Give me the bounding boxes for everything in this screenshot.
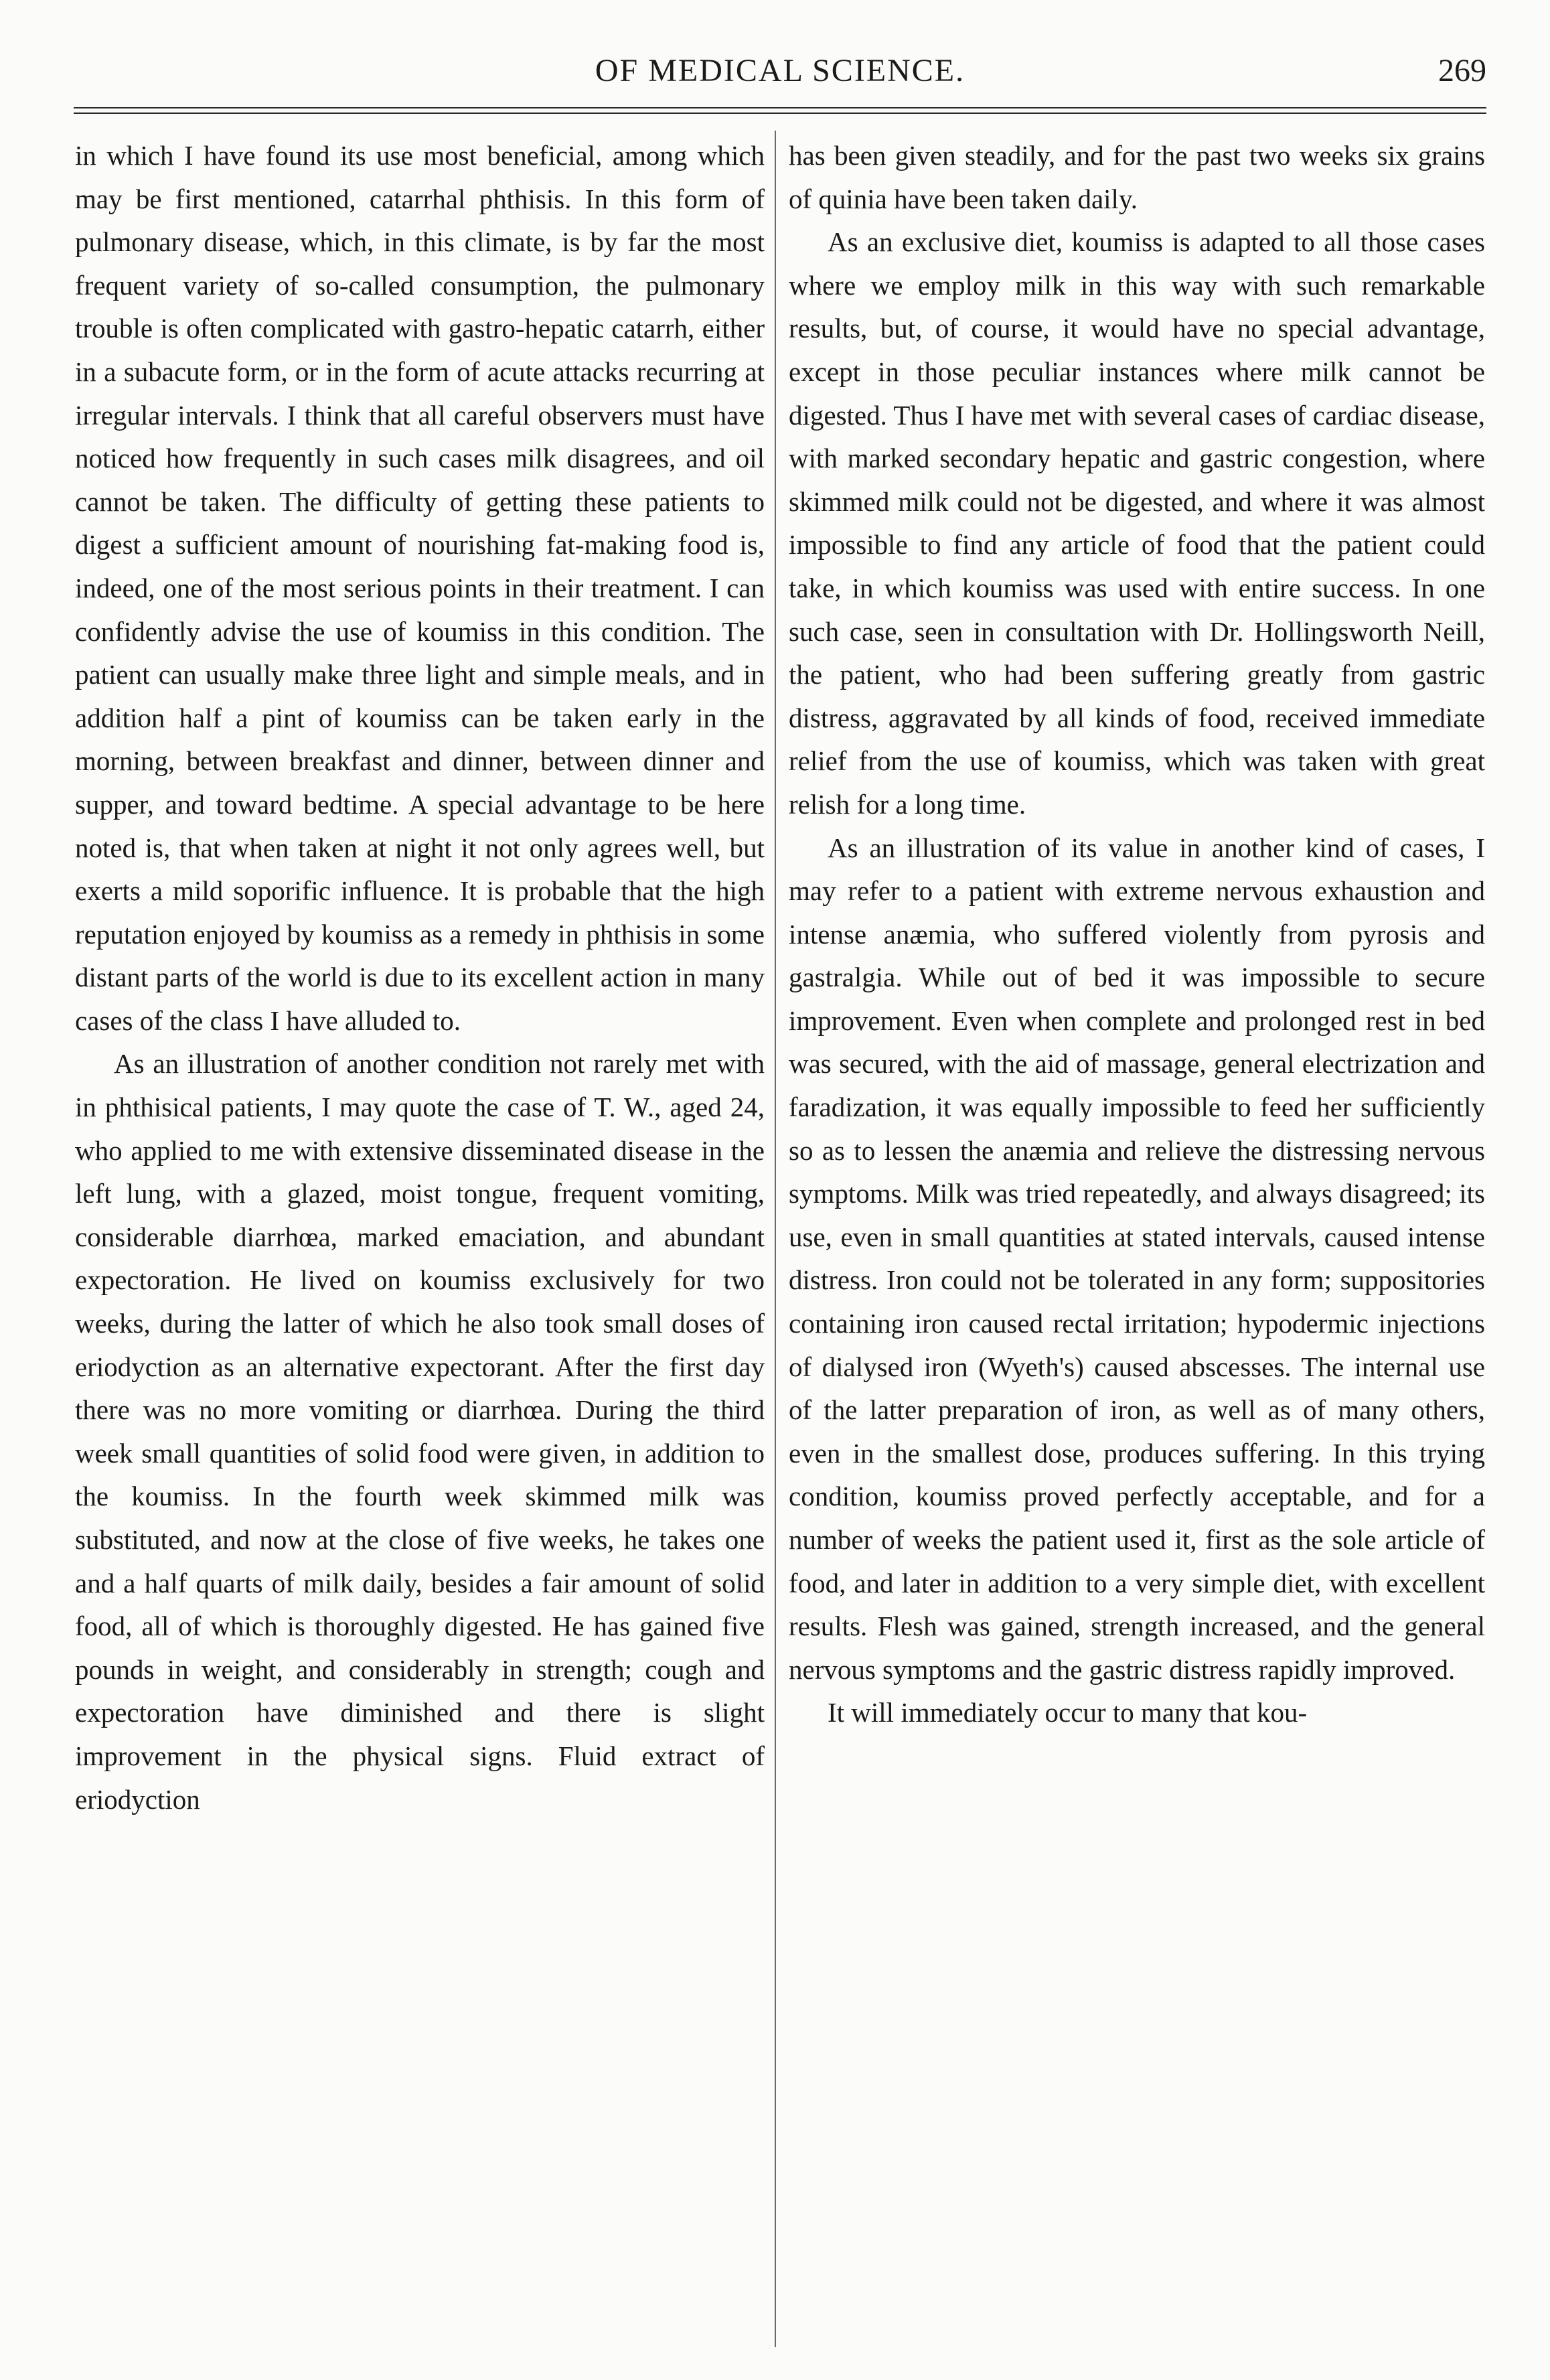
paragraph: As an illustration of another condition not rarely met with in phthisical patients, I may quote the case of T. W., aged 24, who applied to me with extensive disseminated disease in the left lung, with a glazed, moist tongue, frequent vomiting, considerable diarrhœa, marked emaciation, and abundant expectoration. He lived on koumiss exclusively for two weeks, during the latter of which he also took small doses of eriodyction as an alternative expectorant. After the first day there was no more vomiting or diarrhœa. During the third week small quantities of solid food were given, in addition to the koumiss. In the fourth week skimmed milk was substituted, and now at the close of five weeks, he takes one and a half quarts of milk daily, besides a fair amount of solid food, all of which is thoroughly digested. He has gained five pounds in weight, and considerably in strength; cough and expectoration have diminished and there is slight improvement in the physical signs. Fluid extract of eriodyction (75, 1048, 765, 1815)
column-divider (775, 131, 776, 2347)
running-title: OF MEDICAL SCIENCE. (595, 53, 965, 88)
right-column (789, 134, 1485, 1734)
paragraph: As an exclusive diet, koumiss is adapted to all those cases where we employ milk in this way with such remarkable results, but, of course, it would have no special advantage, except in those peculiar instances where milk cannot be digested. Thus I have met with several cases of cardiac disease, with marked secondary hepatic and gastric congestion, where skimmed milk could not be digested, and where it was almost impossible to find any article of food that the patient could take, in which koumiss was used with entire success. In one such case, seen in consultation with Dr. Hollingsworth Neill, the patient, who had been suffering greatly from gastric distress, aggravated by all kinds of food, received immediate relief from the use of koumiss, which was taken with great relish for a long time. (789, 226, 1485, 820)
paragraph: As an illustration of its value in another kind of cases, I may refer to a patient with extreme nervous exhaustion and intense anæmia, who suffered violently from pyrosis and gastralgia. While out of bed it was impossible to secure improvement. Even when complete and prolonged rest in bed was secured, with the aid of massage, general electrization and faradization, it was equally impossible to feed her sufficiently so as to lessen the anæmia and relieve the distressing nervous symptoms. Milk was tried repeatedly, and always disagreed; its use, even in small quantities at stated intervals, caused intense distress. Iron could not be tolerated in any form; suppositories containing iron caused rectal irritation; hypodermic injections of dialysed iron (Wyeth's) caused abscesses. The internal use of the latter preparation of iron, as well as of many others, even in the smallest dose, produces suffering. In this trying condition, koumiss proved perfectly acceptable, and for a number of weeks the patient used it, first as the sole article of food, and later in addition to a very simple diet, with excellent results. Flesh was gained, strength increased, and the general nervous symptoms and the gastric distress rapidly improved. (789, 832, 1485, 1685)
paragraph: It will immediately occur to many that kou- (828, 1697, 1308, 1728)
running-head (74, 52, 1486, 92)
paragraph: in which I have found its use most beneficial, among which may be first mentioned, catarrhal phthisis. In this form of pulmonary disease, which, in this climate, is by far the most frequent variety of so-called consumption, the pulmonary trouble is often complicated with gastro-hepatic catarrh, either in a subacute form, or in the form of acute attacks recurring at irregular intervals. I think that all careful observers must have noticed how frequently in such cases milk disagrees, and oil cannot be taken. The difficulty of getting these patients to digest a sufficient amount of nourishing fat-making food is, indeed, one of the most serious points in their treatment. I can confidently advise the use of koumiss in this condition. The patient can usually make three light and simple meals, and in addition half a pint of koumiss can be taken early in the morning, between breakfast and dinner, between dinner and supper, and toward bedtime. A special advantage to be here noted is, that when taken at night it not only agrees well, but exerts a mild soporific influence. It is probable that the high reputation enjoyed by koumiss as a remedy in phthisis in some distant parts of the world is due to its excellent action in many cases of the class I have alluded to. (75, 140, 765, 1036)
page-number: 269 (1438, 53, 1486, 88)
header-rule-bottom (74, 113, 1486, 114)
left-column (75, 134, 765, 1821)
paragraph: has been given steadily, and for the past two weeks six grains of quinia have been taken daily. (789, 140, 1485, 214)
header-rule-top (74, 107, 1486, 108)
